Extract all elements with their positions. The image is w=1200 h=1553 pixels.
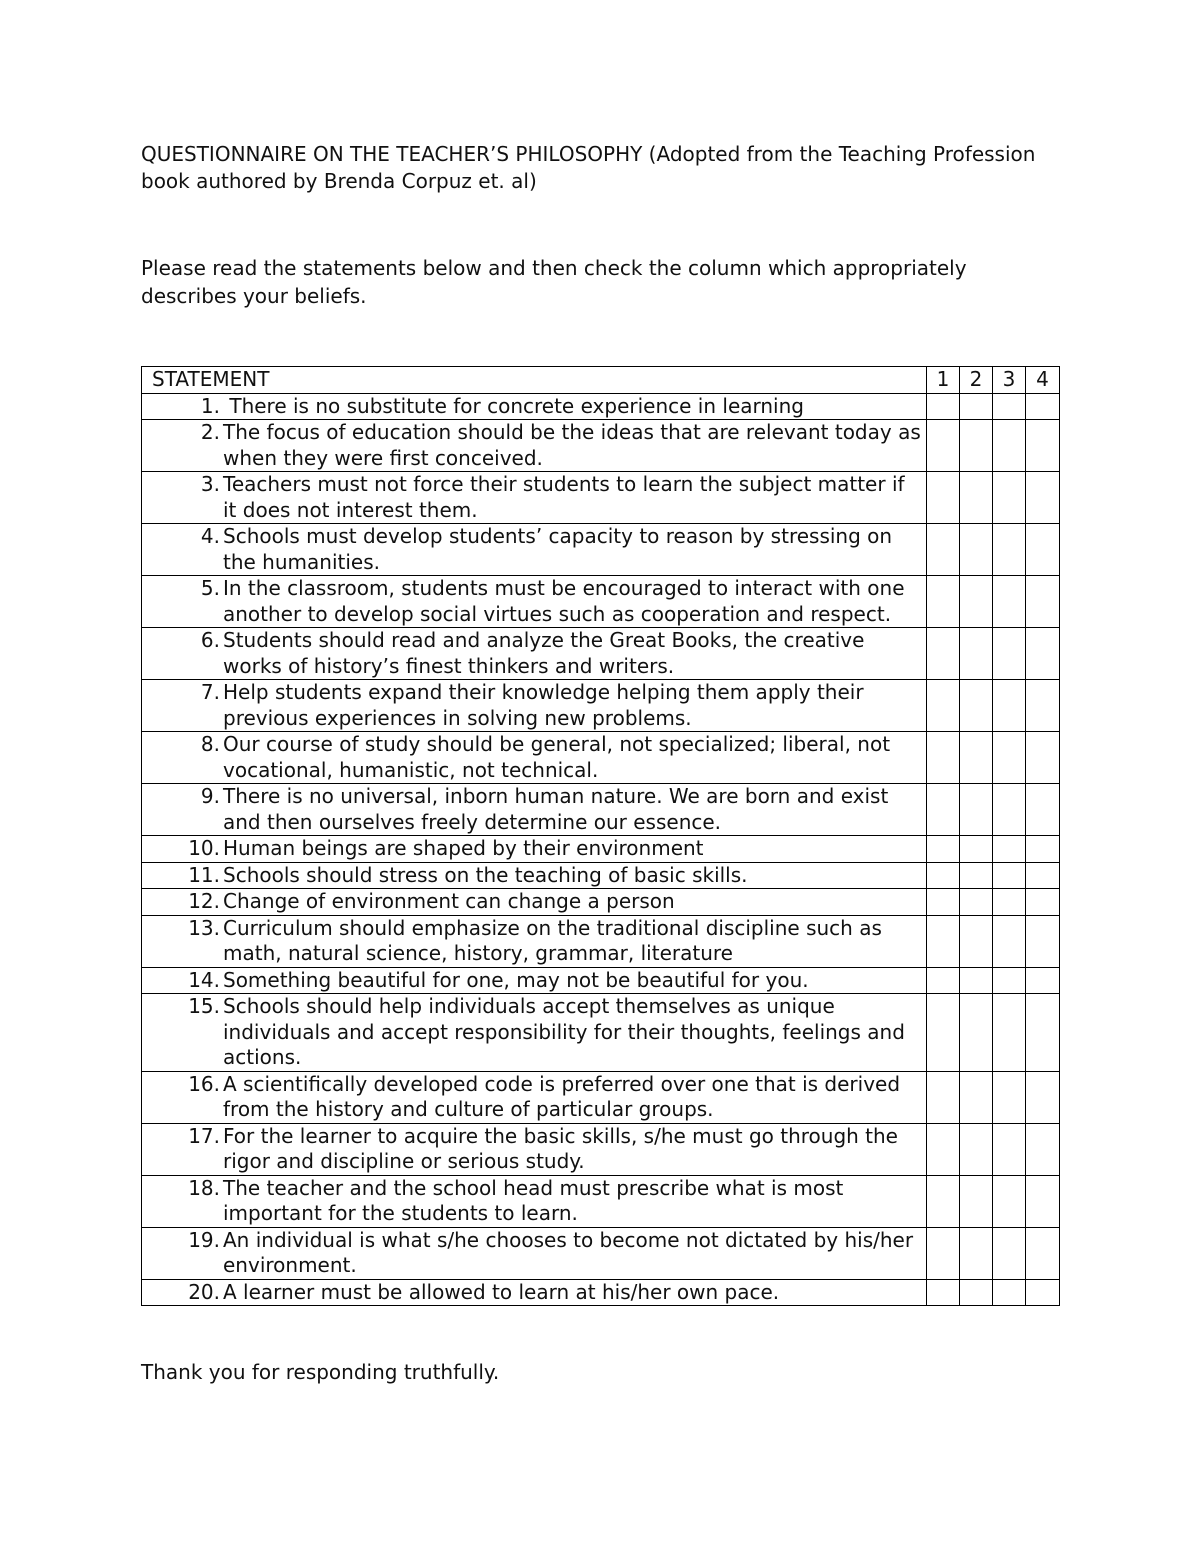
statement-cell: [142, 1279, 927, 1306]
rating-cell-1[interactable]: [927, 836, 960, 863]
table-row: [142, 524, 1060, 576]
rating-cell-2[interactable]: [960, 393, 993, 420]
rating-cell-4[interactable]: [1026, 862, 1060, 889]
statement-number: 7.: [200, 680, 220, 704]
table-header-row: [142, 367, 1060, 394]
statement-cell: [142, 393, 927, 420]
statement-number: 10.: [188, 836, 220, 860]
rating-cell-3[interactable]: [993, 915, 1026, 967]
rating-cell-3[interactable]: [993, 889, 1026, 916]
statement-text: Something beautiful for one, may not be beautiful for you.: [223, 967, 809, 992]
statement-cell: [142, 915, 927, 967]
rating-header-2: 2: [960, 367, 993, 394]
rating-cell-2[interactable]: [960, 967, 993, 994]
rating-cell-3[interactable]: [993, 1175, 1026, 1227]
table-row: [142, 1175, 1060, 1227]
document-title: QUESTIONNAIRE ON THE TEACHER’S PHILOSOPHY (Adopted from the Teaching Profession book authored by Brenda Corpuz et. al): [141, 142, 1036, 193]
table-row: [142, 889, 1060, 916]
rating-cell-2[interactable]: [960, 420, 993, 472]
rating-cell-4[interactable]: [1026, 472, 1060, 524]
rating-cell-1[interactable]: [927, 472, 960, 524]
statement-number: 20.: [188, 1279, 220, 1304]
statement-number: 6.: [200, 628, 220, 652]
rating-cell-2[interactable]: [960, 889, 993, 916]
rating-cell-2[interactable]: [960, 836, 993, 863]
statement-header: STATEMENT: [142, 367, 927, 394]
rating-cell-2[interactable]: [960, 784, 993, 836]
statement-cell: [142, 784, 927, 836]
rating-cell-3[interactable]: [993, 393, 1026, 420]
rating-cell-4[interactable]: [1026, 576, 1060, 628]
rating-cell-4[interactable]: [1026, 680, 1060, 732]
rating-cell-2[interactable]: [960, 628, 993, 680]
rating-cell-3[interactable]: [993, 472, 1026, 524]
rating-cell-3[interactable]: [993, 576, 1026, 628]
statement-text: Human beings are shaped by their environment: [223, 836, 704, 860]
rating-cell-2[interactable]: [960, 524, 993, 576]
rating-cell-1[interactable]: [927, 784, 960, 836]
rating-cell-1[interactable]: [927, 420, 960, 472]
statement-cell: [142, 1123, 927, 1175]
rating-cell-2[interactable]: [960, 1279, 993, 1306]
statement-text: An individual is what s/he chooses to become not dictated by his/her environment.: [223, 1227, 920, 1277]
rating-cell-1[interactable]: [927, 576, 960, 628]
rating-cell-3[interactable]: [993, 524, 1026, 576]
statement-text: Our course of study should be general, not specialized; liberal, not vocational, humanistic, not technical.: [223, 732, 897, 782]
statement-cell: [142, 967, 927, 994]
rating-cell-2[interactable]: [960, 576, 993, 628]
statement-cell: [142, 1071, 927, 1123]
rating-cell-3[interactable]: [993, 420, 1026, 472]
statement-number: 2.: [200, 420, 220, 444]
rating-cell-4[interactable]: [1026, 915, 1060, 967]
table-row: [142, 732, 1060, 784]
table-row: [142, 994, 1060, 1072]
rating-cell-1[interactable]: [927, 915, 960, 967]
rating-cell-3[interactable]: [993, 1123, 1026, 1175]
statement-cell: [142, 862, 927, 889]
statement-text: There is no universal, inborn human nature. We are born and exist and then ourselves freely determine our essence.: [223, 784, 895, 834]
rating-cell-1[interactable]: [927, 628, 960, 680]
table-row: [142, 784, 1060, 836]
statement-text: Schools must develop students’ capacity to reason by stressing on the humanities.: [223, 524, 899, 574]
table-row: [142, 967, 1060, 994]
table-row: [142, 836, 1060, 863]
rating-cell-2[interactable]: [960, 732, 993, 784]
table-row: [142, 680, 1060, 732]
rating-cell-4[interactable]: [1026, 420, 1060, 472]
rating-cell-1[interactable]: [927, 994, 960, 1072]
rating-cell-2[interactable]: [960, 1123, 993, 1175]
rating-cell-1[interactable]: [927, 393, 960, 420]
statement-text: The focus of education should be the ideas that are relevant today as when they were first conceived.: [223, 420, 928, 470]
table-row: [142, 1227, 1060, 1279]
statement-text: Help students expand their knowledge helping them apply their previous experiences in solving new problems.: [223, 680, 870, 730]
rating-cell-4[interactable]: [1026, 524, 1060, 576]
table-row: [142, 1123, 1060, 1175]
rating-cell-1[interactable]: [927, 732, 960, 784]
table-row: [142, 1279, 1060, 1306]
rating-cell-4[interactable]: [1026, 732, 1060, 784]
rating-cell-3[interactable]: [993, 732, 1026, 784]
statement-number: 12.: [188, 889, 220, 913]
rating-cell-4[interactable]: [1026, 1175, 1060, 1227]
table-row: [142, 576, 1060, 628]
table-row: [142, 862, 1060, 889]
instructions: Please read the statements below and then check the column which appropriately describes your beliefs.: [141, 256, 967, 308]
statement-cell: [142, 576, 927, 628]
table-row: [142, 628, 1060, 680]
statement-number: 4.: [200, 524, 220, 548]
rating-cell-4[interactable]: [1026, 1279, 1060, 1306]
rating-cell-3[interactable]: [993, 994, 1026, 1072]
rating-cell-2[interactable]: [960, 915, 993, 967]
statement-number: 15.: [188, 994, 220, 1018]
statement-text: The teacher and the school head must prescribe what is most important for the students to learn.: [223, 1175, 850, 1225]
statement-text: In the classroom, students must be encouraged to interact with one another to develop social virtues such as cooperation and respect.: [223, 576, 911, 626]
rating-cell-3[interactable]: [993, 836, 1026, 863]
rating-cell-2[interactable]: [960, 472, 993, 524]
rating-cell-4[interactable]: [1026, 967, 1060, 994]
statement-cell: [142, 628, 927, 680]
table-row: [142, 1071, 1060, 1123]
rating-cell-4[interactable]: [1026, 1123, 1060, 1175]
statement-text: Teachers must not force their students to learn the subject matter if it does not interest them.: [223, 472, 911, 522]
rating-cell-1[interactable]: [927, 680, 960, 732]
rating-cell-3[interactable]: [993, 784, 1026, 836]
statement-number: 5.: [200, 576, 220, 600]
statement-number: 18.: [188, 1175, 220, 1200]
rating-cell-2[interactable]: [960, 994, 993, 1072]
rating-cell-1[interactable]: [927, 862, 960, 889]
table-row: [142, 472, 1060, 524]
rating-cell-4[interactable]: [1026, 836, 1060, 863]
rating-cell-3[interactable]: [993, 1279, 1026, 1306]
rating-cell-3[interactable]: [993, 862, 1026, 889]
rating-cell-4[interactable]: [1026, 784, 1060, 836]
statement-text: Change of environment can change a person: [223, 889, 675, 913]
rating-cell-1[interactable]: [927, 967, 960, 994]
statement-text: Schools should stress on the teaching of basic skills.: [223, 862, 748, 887]
statement-cell: [142, 836, 927, 863]
rating-header-3: 3: [993, 367, 1026, 394]
statement-cell: [142, 994, 927, 1072]
statement-number: 16.: [188, 1071, 220, 1096]
statement-text: There is no substitute for concrete experience in learning: [223, 393, 804, 418]
statement-number: 3.: [200, 472, 220, 496]
rating-cell-2[interactable]: [960, 862, 993, 889]
thank-you-note: Thank you for responding truthfully.: [141, 1360, 500, 1384]
statement-text: For the learner to acquire the basic skills, s/he must go through the rigor and discipline or serious study.: [223, 1123, 905, 1173]
statement-text: Schools should help individuals accept themselves as unique individuals and accept responsibility for their thoughts, feelings and actions.: [223, 994, 912, 1069]
rating-cell-3[interactable]: [993, 628, 1026, 680]
statement-text: Students should read and analyze the Great Books, the creative works of history’s finest thinkers and writers.: [223, 628, 871, 678]
table-row: [142, 393, 1060, 420]
statement-text: Curriculum should emphasize on the traditional discipline such as math, natural science, history, grammar, literature: [223, 915, 889, 965]
statement-number: 9.: [200, 784, 220, 808]
rating-cell-1[interactable]: [927, 1279, 960, 1306]
rating-cell-4[interactable]: [1026, 1227, 1060, 1279]
rating-cell-4[interactable]: [1026, 994, 1060, 1072]
statement-cell: [142, 680, 927, 732]
rating-cell-1[interactable]: [927, 1071, 960, 1123]
statement-cell: [142, 1175, 927, 1227]
rating-cell-4[interactable]: [1026, 1071, 1060, 1123]
rating-cell-2[interactable]: [960, 1071, 993, 1123]
statement-text: A learner must be allowed to learn at his/her own pace.: [223, 1279, 780, 1304]
statement-cell: [142, 732, 927, 784]
rating-cell-2[interactable]: [960, 1175, 993, 1227]
statement-text: A scientifically developed code is preferred over one that is derived from the history and culture of particular groups.: [223, 1071, 913, 1121]
statement-number: 19.: [188, 1227, 220, 1252]
statement-number: 1.: [200, 393, 220, 418]
statement-number: 17.: [188, 1123, 220, 1148]
rating-header-1: 1: [927, 367, 960, 394]
statement-number: 14.: [188, 967, 220, 992]
statement-number: 8.: [200, 732, 220, 756]
rating-cell-2[interactable]: [960, 680, 993, 732]
rating-cell-4[interactable]: [1026, 628, 1060, 680]
rating-cell-2[interactable]: [960, 1227, 993, 1279]
rating-cell-3[interactable]: [993, 967, 1026, 994]
table-row: [142, 420, 1060, 472]
rating-cell-3[interactable]: [993, 1071, 1026, 1123]
statement-cell: [142, 1227, 927, 1279]
rating-cell-1[interactable]: [927, 1175, 960, 1227]
rating-cell-1[interactable]: [927, 1227, 960, 1279]
rating-cell-3[interactable]: [993, 680, 1026, 732]
statement-cell: [142, 524, 927, 576]
rating-cell-1[interactable]: [927, 889, 960, 916]
rating-cell-1[interactable]: [927, 1123, 960, 1175]
statement-cell: [142, 420, 927, 472]
rating-cell-3[interactable]: [993, 1227, 1026, 1279]
questionnaire-table: [141, 366, 1060, 1306]
table-row: [142, 915, 1060, 967]
statement-cell: [142, 472, 927, 524]
statement-number: 11.: [188, 862, 220, 887]
statement-cell: [142, 889, 927, 916]
rating-cell-4[interactable]: [1026, 889, 1060, 916]
rating-cell-4[interactable]: [1026, 393, 1060, 420]
rating-header-4: 4: [1026, 367, 1060, 394]
rating-cell-1[interactable]: [927, 524, 960, 576]
statement-number: 13.: [188, 915, 220, 940]
